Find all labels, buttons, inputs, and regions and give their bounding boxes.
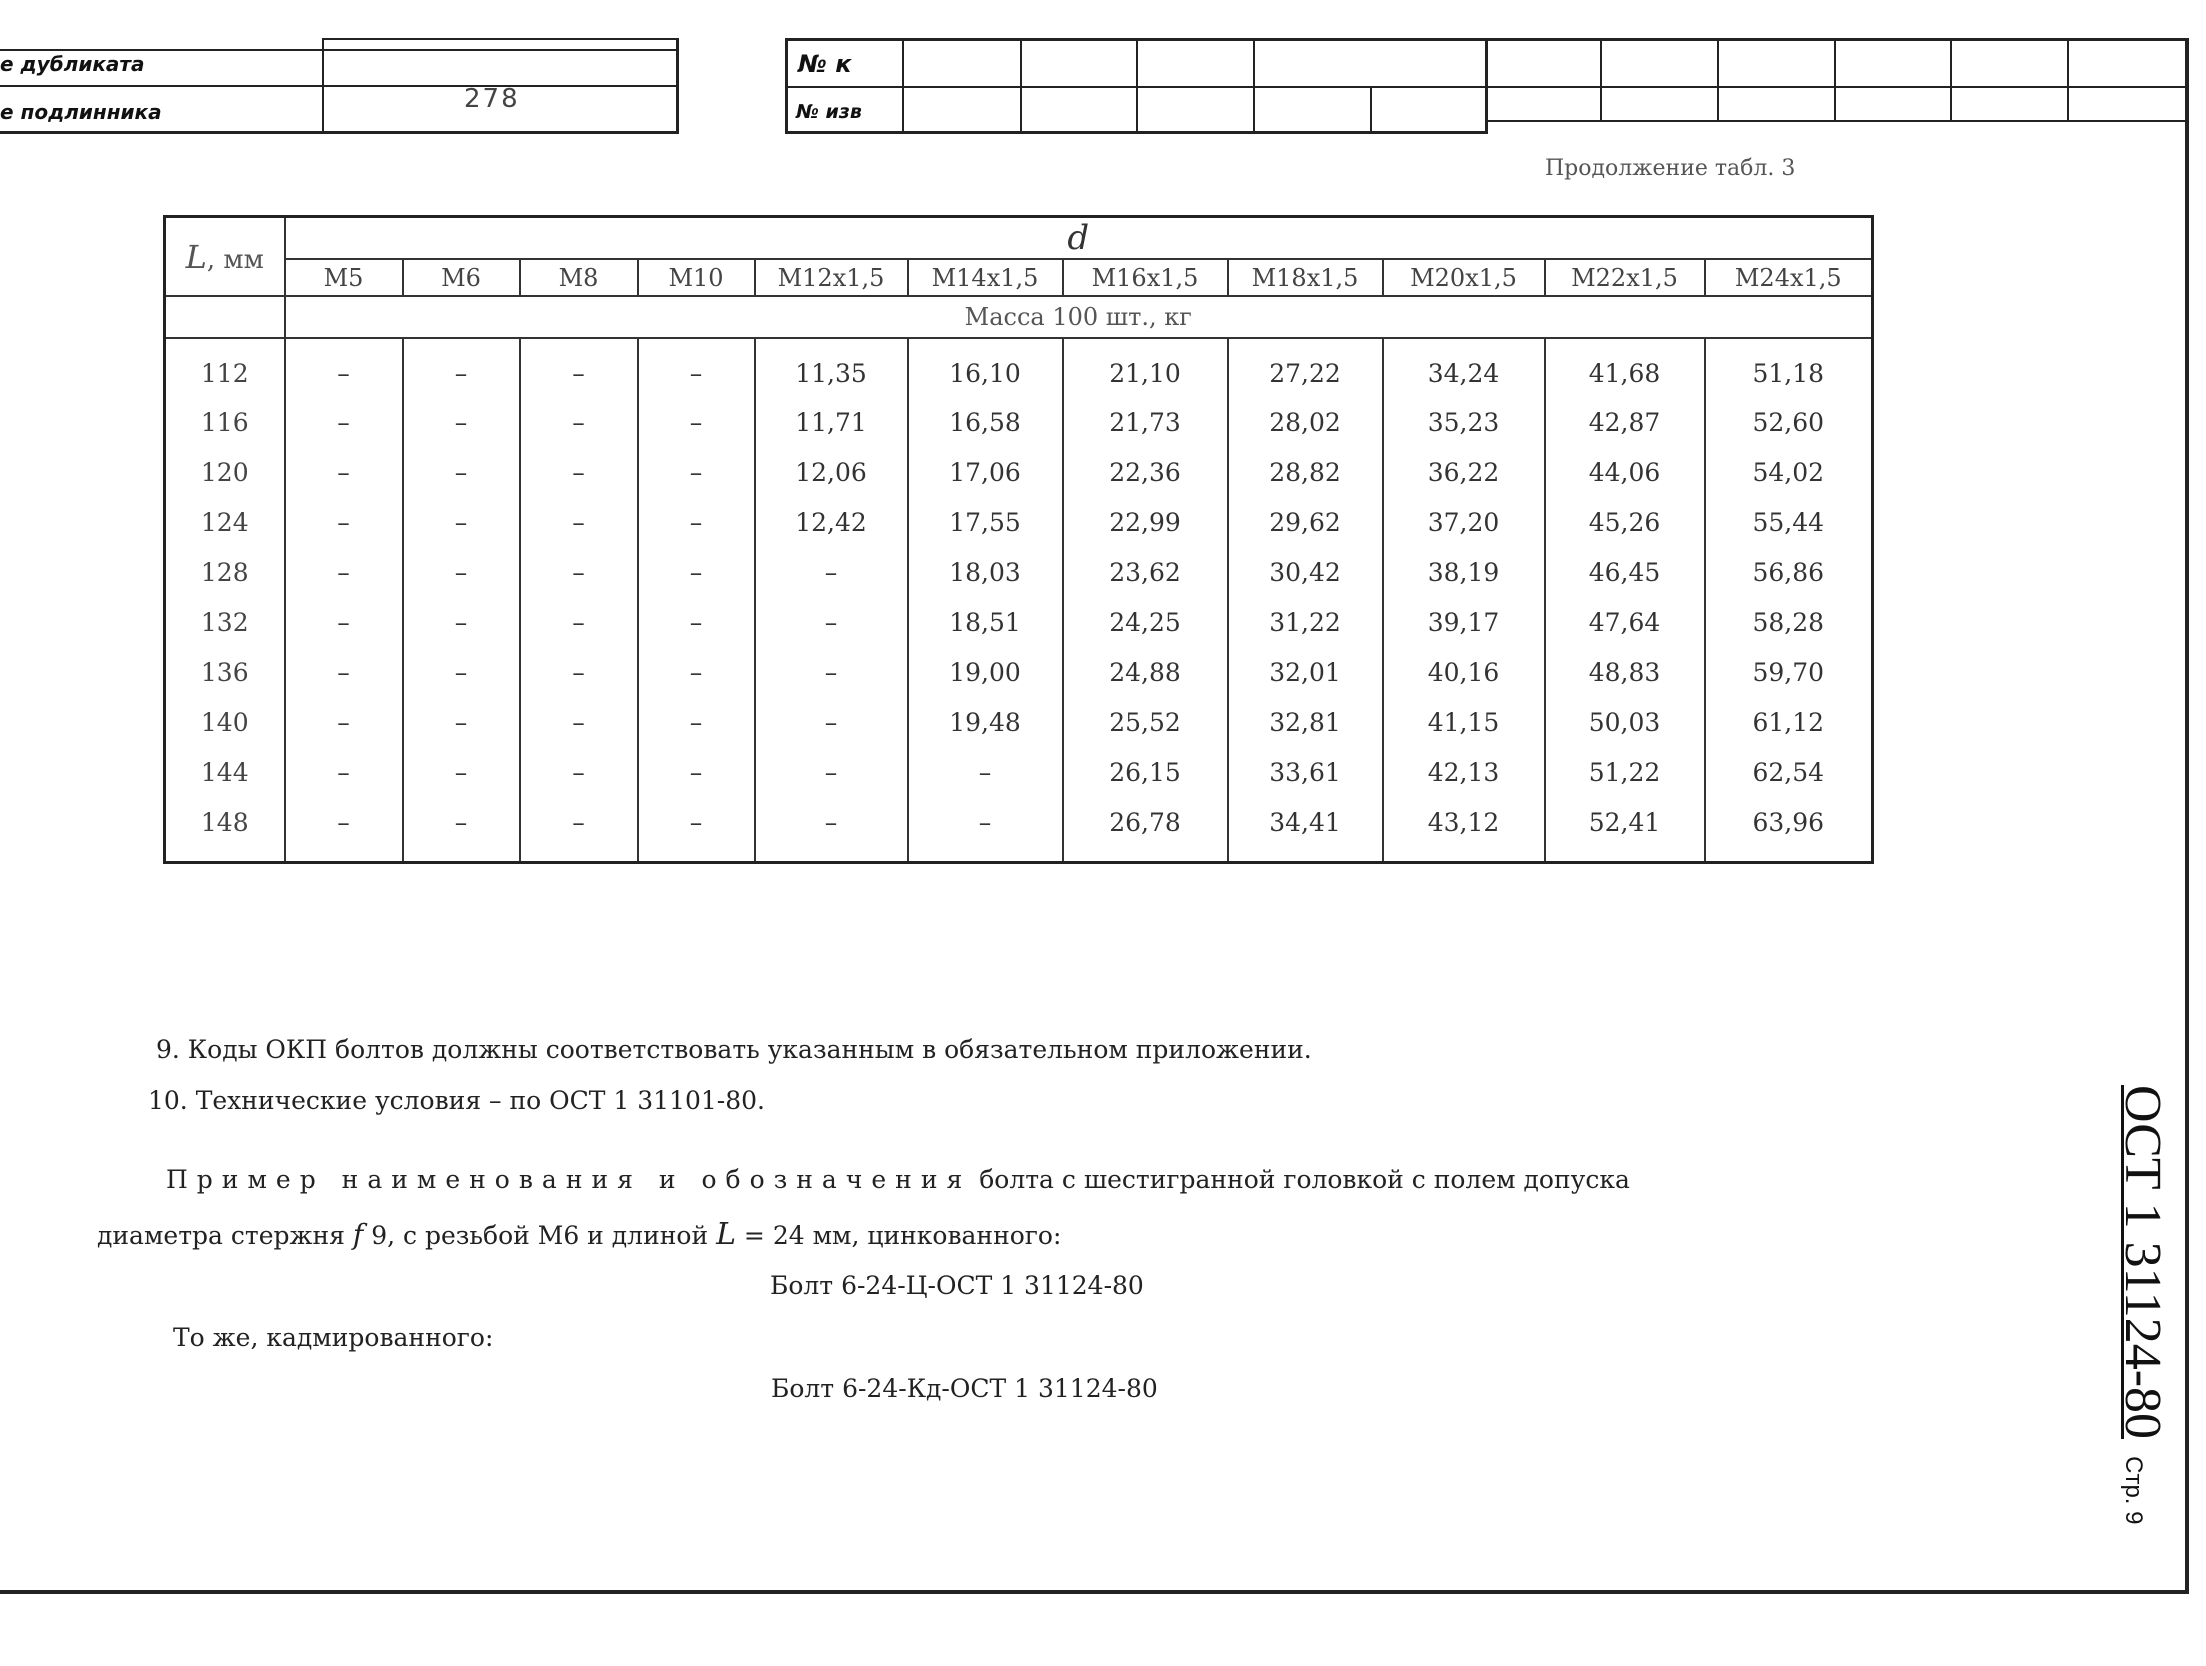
mass-cell: 23,62: [1063, 547, 1228, 597]
mass-cell: –: [285, 497, 403, 547]
mass-cell: 62,54: [1705, 747, 1873, 797]
mass-cell: 22,99: [1063, 497, 1228, 547]
mass-cell: 36,22: [1383, 447, 1545, 497]
mass-cell: –: [755, 597, 908, 647]
mass-cell: –: [403, 447, 520, 497]
mass-cell: –: [520, 697, 638, 747]
example-heading-rest: болта с шестигранной головкой с полем допуска: [971, 1165, 1630, 1194]
mass-cell: –: [403, 338, 520, 397]
standard-code: ОСТ 1 31124-80: [2114, 1085, 2171, 1440]
length-symbol: L: [716, 1217, 736, 1252]
thread-header: М24х1,5: [1705, 259, 1873, 296]
mass-cell: 28,82: [1228, 447, 1383, 497]
mass-cell: –: [638, 747, 755, 797]
mass-cell: 61,12: [1705, 697, 1873, 747]
mass-cell: 21,10: [1063, 338, 1228, 397]
mass-cell: 37,20: [1383, 497, 1545, 547]
mass-cell: 47,64: [1545, 597, 1705, 647]
mass-cell: –: [638, 547, 755, 597]
length-cell: 136: [165, 647, 285, 697]
table-row: [165, 797, 1873, 863]
example-heading-line: [166, 1165, 1630, 1194]
table-row: [165, 597, 1873, 647]
mass-cell: 27,22: [1228, 338, 1383, 397]
mass-cell: 17,06: [908, 447, 1063, 497]
mass-cell: 56,86: [1705, 547, 1873, 597]
designation-cadmium: Болт 6-24-Кд-ОСТ 1 31124-80: [771, 1374, 1158, 1403]
thread-header: М12х1,5: [755, 259, 908, 296]
mass-cell: –: [285, 697, 403, 747]
length-cell: 124: [165, 497, 285, 547]
mass-cell: –: [403, 497, 520, 547]
mass-cell: 52,41: [1545, 797, 1705, 863]
mass-cell: –: [285, 447, 403, 497]
mass-cell: –: [520, 338, 638, 397]
mass-table-body: [165, 338, 1873, 863]
mass-cell: 21,73: [1063, 397, 1228, 447]
mass-cell: –: [520, 747, 638, 797]
mass-header: Масса 100 шт., кг: [285, 296, 1873, 338]
thread-header: М8: [520, 259, 638, 296]
mass-cell: –: [285, 338, 403, 397]
mass-cell: 33,61: [1228, 747, 1383, 797]
length-cell: 120: [165, 447, 285, 497]
mass-cell: 25,52: [1063, 697, 1228, 747]
mass-cell: –: [520, 447, 638, 497]
mass-cell: –: [638, 647, 755, 697]
length-cell: 140: [165, 697, 285, 747]
mass-cell: 12,42: [755, 497, 908, 547]
mass-cell: 50,03: [1545, 697, 1705, 747]
mass-cell: –: [285, 547, 403, 597]
mass-cell: 52,60: [1705, 397, 1873, 447]
mass-cell: 17,55: [908, 497, 1063, 547]
mass-cell: –: [403, 647, 520, 697]
designation-zinc: Болт 6-24-Ц-ОСТ 1 31124-80: [770, 1271, 1144, 1300]
mass-cell: 24,88: [1063, 647, 1228, 697]
mass-cell: –: [285, 647, 403, 697]
table-row: [165, 647, 1873, 697]
mass-cell: –: [520, 797, 638, 863]
length-header: L, мм: [165, 217, 285, 297]
table-row: [165, 447, 1873, 497]
side-standard-code: [2090, 1085, 2180, 1565]
mass-cell: –: [638, 697, 755, 747]
mass-cell: 11,35: [755, 338, 908, 397]
table-row: [165, 547, 1873, 597]
notice-number-label: № изв: [796, 101, 862, 123]
mass-cell: –: [908, 797, 1063, 863]
example-line-2: [97, 1217, 1061, 1252]
mass-cell: –: [520, 597, 638, 647]
mass-cell: 26,15: [1063, 747, 1228, 797]
mass-cell: 24,25: [1063, 597, 1228, 647]
mass-cell: 41,68: [1545, 338, 1705, 397]
thread-header: М10: [638, 259, 755, 296]
same-cadmium-label: То же, кадмированного:: [173, 1323, 494, 1352]
mass-cell: 12,06: [755, 447, 908, 497]
mass-cell: 16,58: [908, 397, 1063, 447]
mass-cell: 30,42: [1228, 547, 1383, 597]
table-caption: Продолжение табл. 3: [1545, 156, 1796, 181]
thread-header: М20х1,5: [1383, 259, 1545, 296]
mass-cell: 42,87: [1545, 397, 1705, 447]
mass-cell: –: [520, 547, 638, 597]
number-label: № к: [798, 50, 852, 78]
mass-cell: –: [755, 547, 908, 597]
length-cell: 116: [165, 397, 285, 447]
mass-cell: –: [638, 397, 755, 447]
page-number: Стр. 9: [2120, 1456, 2147, 1525]
mass-cell: 18,03: [908, 547, 1063, 597]
mass-cell: –: [403, 397, 520, 447]
mass-cell: 58,28: [1705, 597, 1873, 647]
mass-cell: 51,18: [1705, 338, 1873, 397]
mass-cell: 35,23: [1383, 397, 1545, 447]
mass-cell: 38,19: [1383, 547, 1545, 597]
mass-cell: –: [520, 497, 638, 547]
mass-cell: 46,45: [1545, 547, 1705, 597]
mass-cell: 29,62: [1228, 497, 1383, 547]
length-cell: 144: [165, 747, 285, 797]
mass-cell: –: [638, 797, 755, 863]
thread-header: М5: [285, 259, 403, 296]
thread-header-row: [165, 259, 1873, 296]
mass-cell: 34,24: [1383, 338, 1545, 397]
mass-cell: –: [638, 338, 755, 397]
mass-cell: 26,78: [1063, 797, 1228, 863]
duplicate-label: е дубликата: [0, 52, 145, 76]
mass-cell: 18,51: [908, 597, 1063, 647]
thread-header: М14х1,5: [908, 259, 1063, 296]
tolerance-symbol: f: [352, 1218, 364, 1251]
original-label: е подлинника: [0, 100, 162, 124]
mass-cell: 59,70: [1705, 647, 1873, 697]
mass-cell: 41,15: [1383, 697, 1545, 747]
example-heading: Пример наименования и обозначения: [166, 1165, 972, 1194]
thread-header: М18х1,5: [1228, 259, 1383, 296]
mass-cell: –: [520, 397, 638, 447]
original-value: 278: [464, 84, 520, 114]
mass-cell: 32,81: [1228, 697, 1383, 747]
mass-cell: –: [403, 597, 520, 647]
item-10: 10. Технические условия – по ОСТ 1 31101-80.: [148, 1086, 765, 1115]
example-line-2b: 9, с резьбой М6 и длиной: [363, 1221, 717, 1250]
diameter-symbol: d: [285, 217, 1873, 260]
mass-cell: –: [908, 747, 1063, 797]
mass-cell: 31,22: [1228, 597, 1383, 647]
mass-cell: –: [638, 597, 755, 647]
item-9: 9. Коды ОКП болтов должны соответствовать указанным в обязательном приложении.: [156, 1035, 1312, 1064]
mass-cell: 32,01: [1228, 647, 1383, 697]
length-cell: 132: [165, 597, 285, 647]
mass-cell: 42,13: [1383, 747, 1545, 797]
mass-cell: 55,44: [1705, 497, 1873, 547]
mass-cell: –: [638, 497, 755, 547]
mass-cell: 63,96: [1705, 797, 1873, 863]
mass-cell: 28,02: [1228, 397, 1383, 447]
mass-cell: –: [403, 697, 520, 747]
example-line-2c: = 24 мм, цинкованного:: [735, 1221, 1062, 1250]
thread-header: М16х1,5: [1063, 259, 1228, 296]
thread-header: М6: [403, 259, 520, 296]
mass-cell: 16,10: [908, 338, 1063, 397]
mass-cell: –: [403, 797, 520, 863]
mass-cell: –: [520, 647, 638, 697]
mass-cell: –: [285, 397, 403, 447]
mass-table: [163, 215, 1874, 864]
table-row: [165, 497, 1873, 547]
mass-cell: –: [285, 597, 403, 647]
mass-cell: 44,06: [1545, 447, 1705, 497]
mass-cell: 39,17: [1383, 597, 1545, 647]
table-row: [165, 397, 1873, 447]
mass-cell: –: [638, 447, 755, 497]
mass-cell: 11,71: [755, 397, 908, 447]
mass-cell: –: [285, 797, 403, 863]
mass-cell: 48,83: [1545, 647, 1705, 697]
mass-cell: –: [755, 747, 908, 797]
frame-bottom-line: [0, 1590, 2189, 1594]
length-header-spacer: [165, 296, 285, 338]
mass-cell: 54,02: [1705, 447, 1873, 497]
length-cell: 128: [165, 547, 285, 597]
mass-cell: 40,16: [1383, 647, 1545, 697]
mass-cell: 19,48: [908, 697, 1063, 747]
example-line-2a: диаметра стержня: [97, 1221, 353, 1250]
mass-cell: –: [285, 747, 403, 797]
length-cell: 112: [165, 338, 285, 397]
mass-cell: 22,36: [1063, 447, 1228, 497]
table-row: [165, 747, 1873, 797]
mass-cell: 51,22: [1545, 747, 1705, 797]
mass-cell: 34,41: [1228, 797, 1383, 863]
mass-cell: –: [403, 747, 520, 797]
table-row: [165, 338, 1873, 397]
mass-cell: –: [755, 697, 908, 747]
table-row: [165, 697, 1873, 747]
mass-cell: 45,26: [1545, 497, 1705, 547]
mass-cell: 19,00: [908, 647, 1063, 697]
mass-cell: –: [755, 647, 908, 697]
frame-right-line: [2185, 38, 2189, 1593]
mass-cell: –: [403, 547, 520, 597]
length-cell: 148: [165, 797, 285, 863]
thread-header: М22х1,5: [1545, 259, 1705, 296]
mass-cell: 43,12: [1383, 797, 1545, 863]
mass-cell: –: [755, 797, 908, 863]
